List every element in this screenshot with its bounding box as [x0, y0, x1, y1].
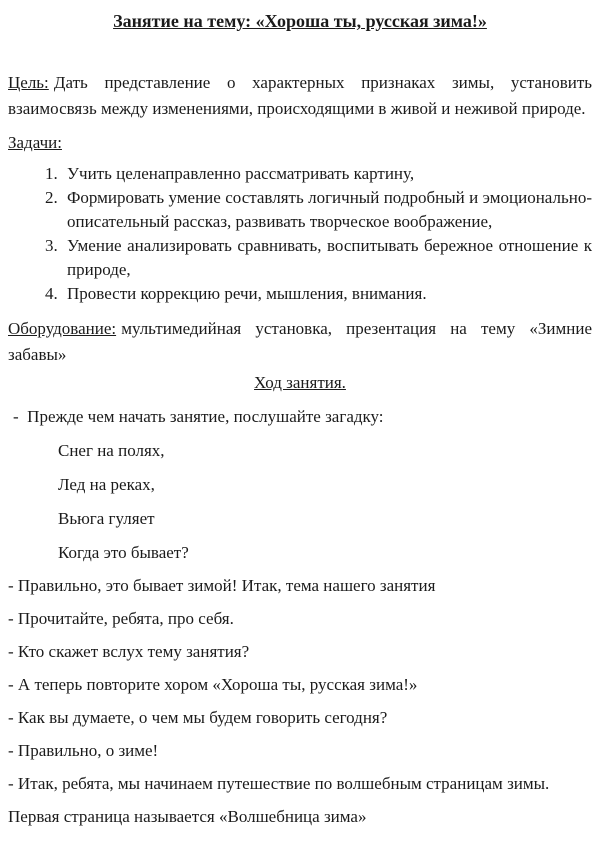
dialogue-line: - Правильно, о зиме! — [8, 741, 159, 760]
riddle-intro-line: - Прежде чем начать занятие, послушайте загадку: — [13, 407, 384, 426]
equipment-text: мультимедийная установка, презентация на тему «Зимние забавы» — [8, 319, 592, 364]
document-title — [8, 8, 592, 34]
task-item: 1. Учить целенаправленно рассматривать картину, — [62, 162, 592, 186]
dialogue-line: - А теперь повторите хором «Хороша ты, русская зима!» — [8, 675, 418, 694]
riddle-line: Когда это бывает? — [58, 543, 189, 562]
goal-text: Дать представление о характерных признаках зимы, установить взаимосвязь между изменениями, происходящими в живой и неживой природе. — [8, 73, 592, 118]
lesson-heading-text: Ход занятия. — [254, 373, 346, 392]
goal-paragraph — [8, 70, 592, 122]
dialogue-line: - Прочитайте, ребята, про себя. — [8, 609, 234, 628]
dialogue-block — [8, 573, 592, 830]
equipment-paragraph — [8, 316, 592, 368]
document-title-text: Занятие на тему: «Хороша ты, русская зима!» — [113, 11, 487, 31]
task-item: 3. Умение анализировать сравнивать, воспитывать бережное отношение к природе, — [62, 234, 592, 282]
dialogue-line: - Кто скажет вслух тему занятия? — [8, 642, 250, 661]
task-item: 4. Провести коррекцию речи, мышления, внимания. — [62, 282, 592, 306]
dialogue-line: - Итак, ребята, мы начинаем путешествие по волшебным страницам зимы. — [8, 774, 550, 793]
lesson-heading — [8, 370, 592, 396]
dialogue-line: - Правильно, это бывает зимой! Итак, тема нашего занятия — [8, 576, 436, 595]
tasks-heading — [8, 130, 592, 156]
riddle-line: Снег на полях, — [58, 441, 165, 460]
tasks-heading-text: Задачи: — [8, 133, 62, 152]
riddle-line: Лед на реках, — [58, 475, 155, 494]
dialogue-line: Первая страница называется «Волшебница зима» — [8, 807, 367, 826]
riddle-block — [58, 438, 592, 566]
dialogue-line: - Как вы думаете, о чем мы будем говорить сегодня? — [8, 708, 388, 727]
riddle-line: Вьюга гуляет — [58, 509, 155, 528]
tasks-list — [8, 162, 592, 306]
equipment-label: Оборудование: — [8, 319, 117, 338]
goal-label: Цель: — [8, 73, 49, 92]
task-item: 2. Формировать умение составлять логичный подробный и эмоционально-описательный рассказ, развивать творческое воображение, — [62, 186, 592, 234]
